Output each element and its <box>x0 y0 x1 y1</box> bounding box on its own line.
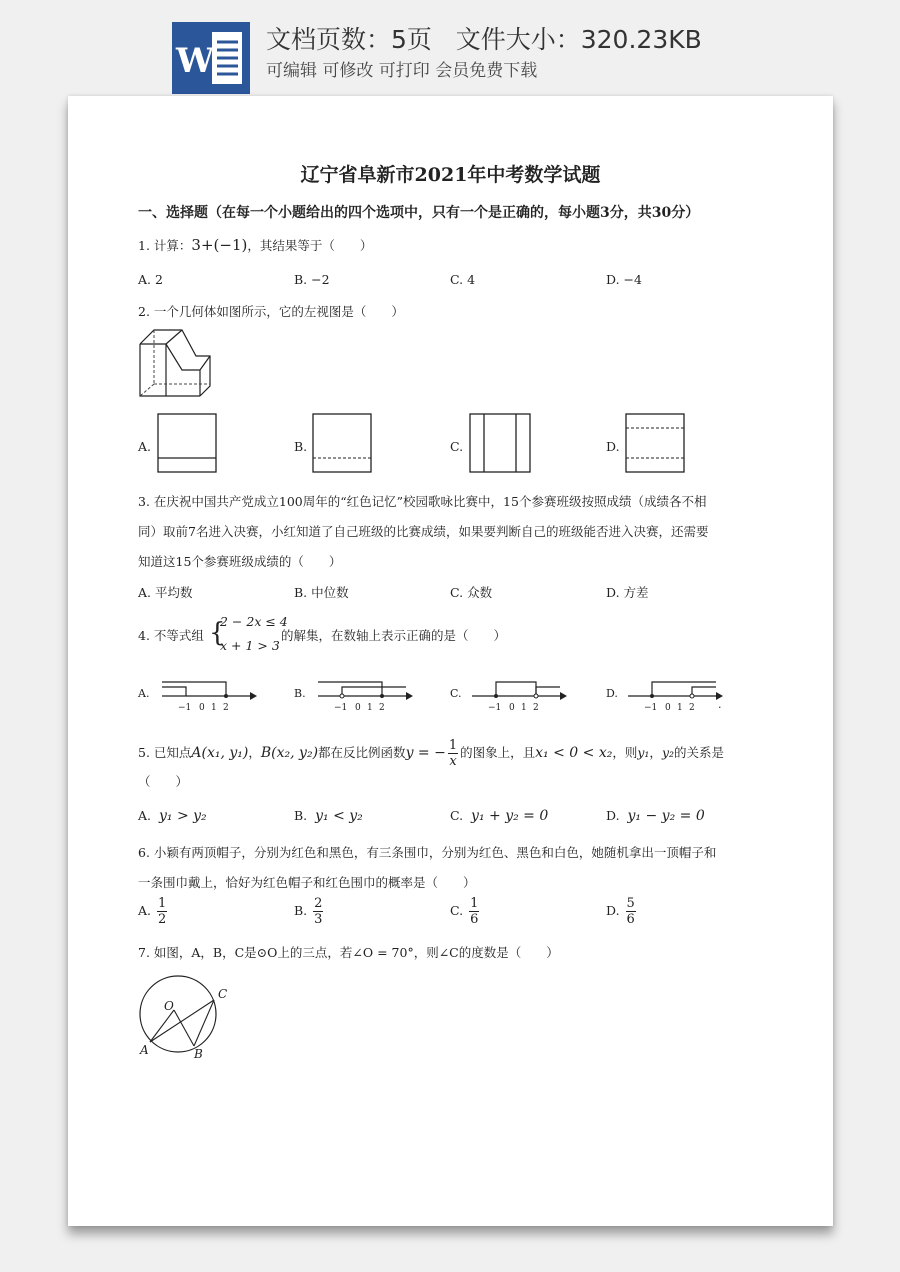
q3-option-d: D. 方差 <box>606 585 649 600</box>
q4-brace: { <box>209 618 226 648</box>
word-document-icon <box>172 22 250 94</box>
tick-label: 0 <box>355 703 361 713</box>
q2-view-b <box>311 412 375 476</box>
q2-label-c: C. <box>450 439 464 454</box>
tick-label: 2 <box>533 703 539 713</box>
question-2: 2. 一个几何体如图所示，它的左视图是（ ） <box>138 304 404 319</box>
document-page <box>68 96 833 1226</box>
question-6-line-2: 一条围巾戴上，恰好为红色帽子和红色围巾的概率是（ ） <box>138 875 476 890</box>
q6-option-d: D. $\frac{5}{6}$ <box>606 896 635 927</box>
q5-answer-paren: （ ） <box>138 774 189 789</box>
tick-label: 2 <box>379 703 385 713</box>
q4-number-line-a <box>158 674 258 718</box>
q2-view-c <box>468 412 534 476</box>
q4-label-c: C. <box>450 687 462 700</box>
tick-label: 1 <box>211 703 217 713</box>
q4-inequality-1: 2 − 2x ≤ 4 <box>220 614 288 629</box>
tick-label: −1 <box>488 703 502 713</box>
file-info-subtitle: 可编辑 可修改 可打印 会员免费下载 <box>266 61 538 81</box>
tick-label: 1 <box>677 703 683 713</box>
section-heading: 一、选择题（在每一个小题给出的四个选项中，只有一个是正确的，每小题3分，共30分） <box>138 205 700 221</box>
question-6-line-1: 6. 小颖有两顶帽子，分别为红色和黑色，有三条围巾，分别为红色、黑色和白色，她随机拿出一顶帽子和 <box>138 845 717 860</box>
question-3-line-2: 同）取前7名进入决赛，小红知道了自己班级的比赛成绩，如果要判断自己的班级能否进入决赛，还需要 <box>138 524 709 539</box>
file-info-title: 文档页数：5页 文件大小：320.23KB <box>266 25 702 54</box>
q1-option-c: C. 4 <box>450 272 476 287</box>
q3-option-a: A. 平均数 <box>138 585 193 600</box>
q6-option-a: A. $\frac{1}{2}$ <box>138 896 167 927</box>
point-label-a: A <box>140 1043 149 1057</box>
q3-option-b: B. 中位数 <box>294 585 349 600</box>
tick-label: −1 <box>334 703 348 713</box>
q5-option-c: C. y₁ + y₂ = 0 <box>450 808 549 824</box>
q2-label-b: B. <box>294 439 308 454</box>
q6-option-c: C. $\frac{1}{6}$ <box>450 896 479 927</box>
point-label-c: C <box>218 987 228 1001</box>
q2-view-d <box>624 412 688 476</box>
q4-number-line-b <box>314 674 414 718</box>
q7-circle-figure <box>134 970 238 1062</box>
q4-prefix: 4. 不等式组 <box>138 628 204 643</box>
tick-label: 0 <box>665 703 671 713</box>
question-1: 1. 计算：3+(−1)，其结果等于（ ） <box>138 236 373 254</box>
q2-solid-figure <box>138 328 218 400</box>
tick-label: 0 <box>199 703 205 713</box>
exam-title: 辽宁省阜新市2021年中考数学试题 <box>300 164 601 186</box>
q1-option-b: B. −2 <box>294 272 330 287</box>
q4-label-a: A. <box>138 687 150 700</box>
logo-letter: W <box>176 41 215 81</box>
q4-inequality-2: x + 1 > 3 <box>220 638 280 653</box>
tick-label: 2 <box>689 703 695 713</box>
q5-option-a: A. y₁ > y₂ <box>138 808 207 824</box>
q6-option-b: B. $\frac{2}{3}$ <box>294 896 323 927</box>
point-label-o: O <box>164 999 174 1013</box>
question-5: 5. 已知点A(x₁, y₁)，B(x₂, y₂)都在反比例函数y = − $\frac{1}{x}$ 的图象上，且x₁ < 0 < x₂，则y₁，y₂的关系是 <box>138 738 725 769</box>
q4-suffix: 的解集，在数轴上表示正确的是（ ） <box>281 628 507 643</box>
q1-option-d: D. −4 <box>606 272 642 287</box>
tick-label: −1 <box>644 703 658 713</box>
q4-label-d: D. <box>606 687 618 700</box>
question-3-line-1: 3. 在庆祝中国共产党成立100周年的“红色记忆”校园歌咏比赛中，15个参赛班级按照成绩（成绩各不相 <box>138 494 707 509</box>
q2-view-a <box>156 412 220 476</box>
q2-label-d: D. <box>606 439 620 454</box>
q5-option-b: B. y₁ < y₂ <box>294 808 363 824</box>
q4-trailing-period: . <box>718 698 722 711</box>
q2-label-a: A. <box>138 439 152 454</box>
tick-label: 0 <box>509 703 515 713</box>
question-3-line-3: 知道这15个参赛班级成绩的（ ） <box>138 554 342 569</box>
point-label-b: B <box>194 1047 203 1061</box>
tick-label: 1 <box>521 703 527 713</box>
q3-option-c: C. 众数 <box>450 585 493 600</box>
q5-option-d: D. y₁ − y₂ = 0 <box>606 808 705 824</box>
question-7: 7. 如图，A，B，C是⊙O上的三点，若∠O = 70°，则∠C的度数是（ ） <box>138 945 559 960</box>
tick-label: −1 <box>178 703 192 713</box>
tick-label: 2 <box>223 703 229 713</box>
q4-label-b: B. <box>294 687 306 700</box>
q1-option-a: A. 2 <box>138 272 163 287</box>
tick-label: 1 <box>367 703 373 713</box>
q1-expression: 3+(−1) <box>191 236 248 254</box>
q4-number-line-d <box>624 674 724 718</box>
download-header <box>0 0 900 96</box>
q4-number-line-c <box>468 674 568 718</box>
